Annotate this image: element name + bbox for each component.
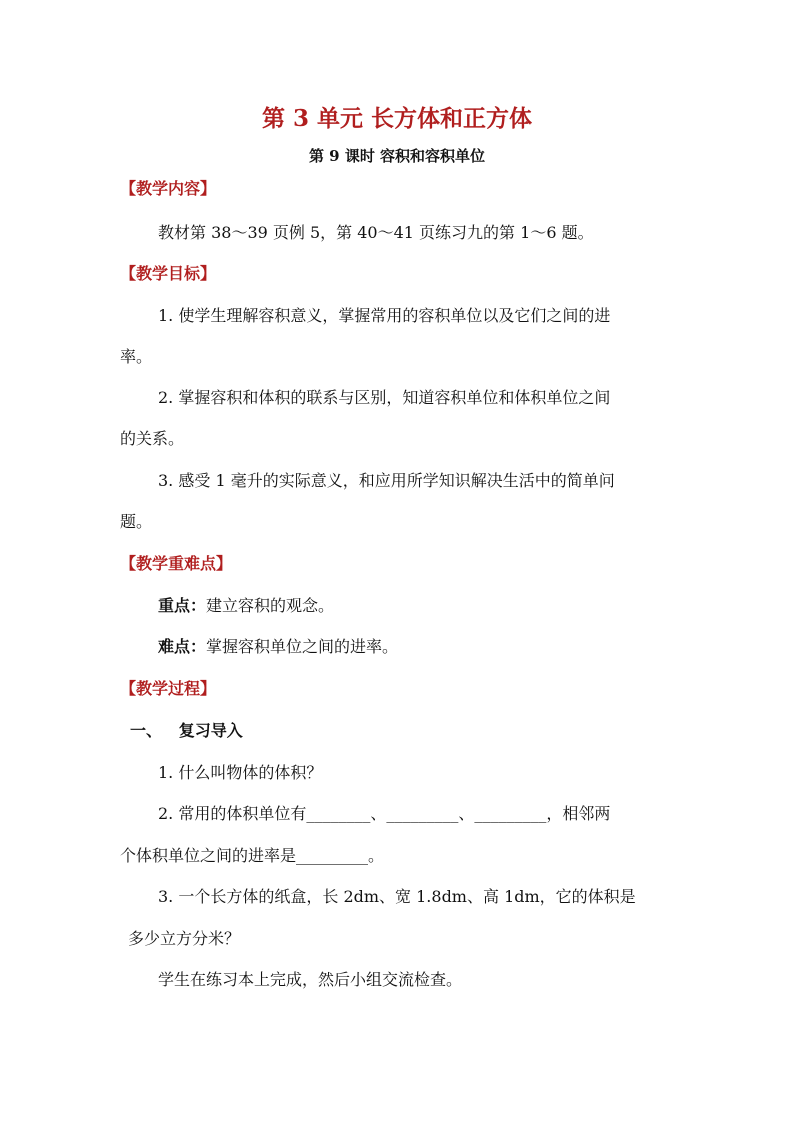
page-title: 第 3 单元 长方体和正方体 — [261, 105, 533, 132]
review-question-1: 1. 什么叫物体的体积？ — [158, 763, 323, 782]
difficulty-label: 难点： — [158, 637, 207, 656]
goal-2-line-2: 的关系。 — [120, 429, 185, 448]
goal-3-line-1: 3. 感受 1 毫升的实际意义，和应用所学知识解决生活中的简单问 — [158, 471, 615, 490]
difficulty-row — [120, 636, 718, 658]
heading-teaching-goals: 【教学目标】 — [120, 264, 217, 283]
review-question-2-line-1: 2. 常用的体积单位有________、_________、_________，相邻两 — [158, 804, 611, 823]
key-point-row — [120, 595, 718, 617]
goal-1-line-2: 率。 — [120, 347, 153, 366]
lesson-subtitle: 第 9 课时 容积和容积单位 — [308, 147, 486, 165]
key-point-label: 重点： — [158, 596, 207, 615]
review-question-2-line-2: 个体积单位之间的进率是_________。 — [120, 846, 385, 865]
review-question-3-line-1: 3. 一个长方体的纸盒，长 2dm、宽 1.8dm、高 1dm，它的体积是 — [158, 887, 636, 906]
review-question-3-note: 学生在练习本上完成，然后小组交流检查。 — [158, 970, 463, 989]
goal-1-line-1: 1. 使学生理解容积意义，掌握常用的容积单位以及它们之间的进 — [158, 306, 611, 325]
key-point-text: 建立容积的观念。 — [206, 596, 335, 615]
difficulty-text: 掌握容积单位之间的进率。 — [206, 637, 399, 656]
teaching-content-text: 教材第 38～39 页例 5，第 40～41 页练习九的第 1～6 题。 — [158, 223, 594, 242]
heading-key-points: 【教学重难点】 — [120, 554, 233, 573]
goal-3-line-2: 题。 — [120, 512, 153, 531]
review-question-3-line-2: 多少立方分米？ — [128, 929, 241, 948]
heading-teaching-process: 【教学过程】 — [120, 679, 217, 698]
part-1-heading: 一、 复习导入 — [130, 721, 243, 740]
heading-teaching-content: 【教学内容】 — [120, 179, 217, 198]
goal-2-line-1: 2. 掌握容积和体积的联系与区别，知道容积单位和体积单位之间 — [158, 388, 611, 407]
